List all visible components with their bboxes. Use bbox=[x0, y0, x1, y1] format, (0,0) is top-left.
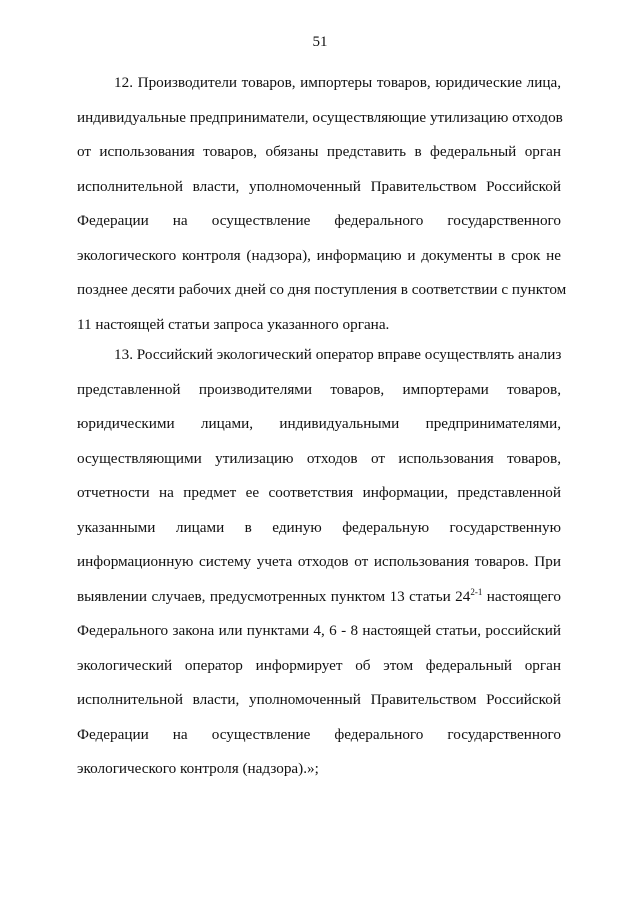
text-line: позднее десяти рабочих дней со дня поступления в соответствии с пунктом bbox=[77, 281, 567, 298]
text-line: 13. Российский экологический оператор вправе осуществлять анализ bbox=[114, 346, 562, 363]
text-line: экологический оператор информирует об этом федеральный орган bbox=[77, 656, 561, 674]
text-fragment: выявлении случаев, предусмотренных пунктом 13 статьи 24 bbox=[77, 587, 471, 605]
text-line: от использования товаров, обязаны представить в федеральный орган bbox=[77, 143, 561, 160]
text-line: Федерального закона или пунктами 4, 6 - 8 настоящей статьи, российский bbox=[77, 622, 561, 639]
text-line: отчетности на предмет ее соответствия информации, представленной bbox=[77, 484, 561, 501]
text-line: 11 настоящей статьи запроса указанного органа. bbox=[77, 315, 390, 333]
text-line: юридическими лицами, индивидуальными предпринимателями, bbox=[77, 415, 561, 432]
text-line: Федерации на осуществление федерального государственного bbox=[77, 212, 561, 229]
page-number: 51 bbox=[312, 34, 328, 50]
article-superscript: 2-1 bbox=[470, 586, 483, 597]
text-line: указанными лицами в единую федеральную государственную bbox=[77, 518, 561, 536]
text-line: Федерации на осуществление федерального государственного bbox=[77, 725, 561, 743]
paragraph-13 bbox=[77, 346, 561, 795]
text-line: осуществляющими утилизацию отходов от использования товаров, bbox=[77, 449, 561, 467]
text-line: информационную систему учета отходов от использования товаров. При bbox=[77, 553, 561, 570]
text-line: экологического контроля (надзора), информацию и документы в срок не bbox=[77, 246, 561, 264]
text-line: представленной производителями товаров, импортерами товаров, bbox=[77, 380, 561, 398]
text-line-with-superscript bbox=[77, 588, 561, 623]
text-line: индивидуальные предприниматели, осуществляющие утилизацию отходов bbox=[77, 108, 563, 126]
paragraph-12 bbox=[77, 74, 567, 350]
text-fragment: настоящего bbox=[482, 587, 561, 605]
text-line: исполнительной власти, уполномоченный Правительством Российской bbox=[77, 177, 561, 195]
text-line: экологического контроля (надзора).»; bbox=[77, 760, 319, 777]
text-line: 12. Производители товаров, импортеры товаров, юридические лица, bbox=[114, 74, 561, 91]
text-line: исполнительной власти, уполномоченный Правительством Российской bbox=[77, 691, 561, 708]
